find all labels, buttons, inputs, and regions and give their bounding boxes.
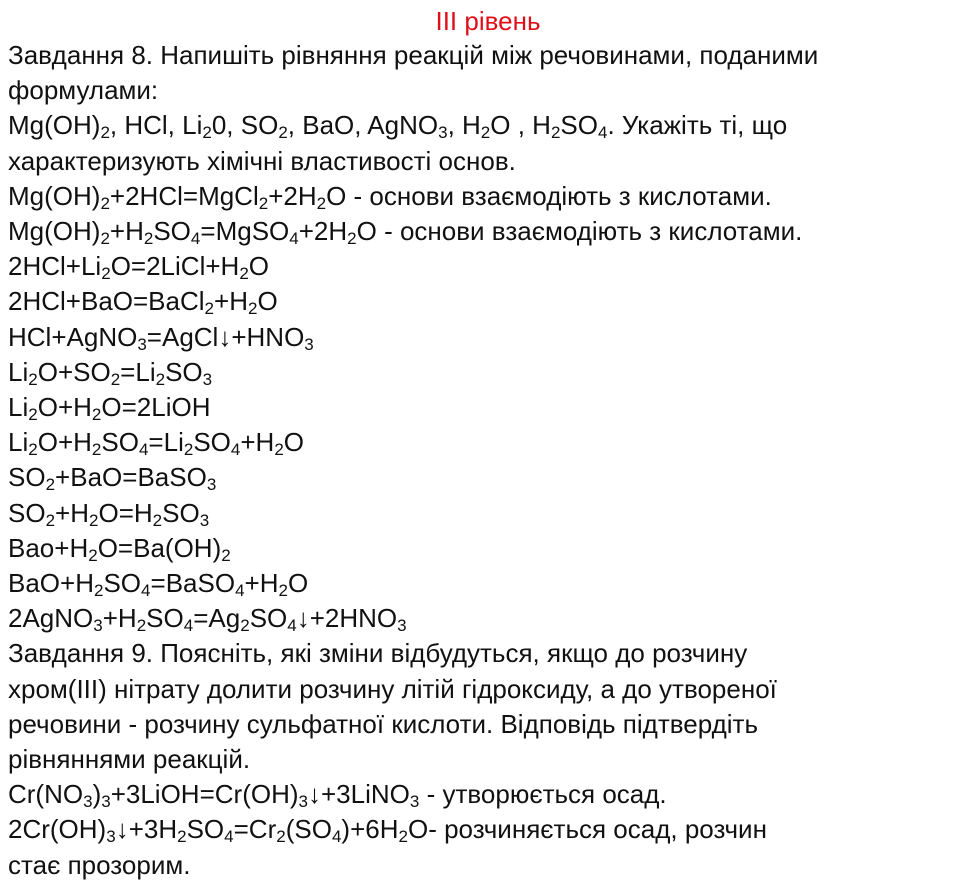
text-line: $BaO+H_2SO_4=BaSO_4+H_2O$ bbox=[8, 568, 309, 601]
text-line: $Cr(NO_3)_3+3LiOH=Cr(OH)_3↓+3LiNO_3$ - утворюється осад. bbox=[8, 779, 667, 812]
text-line: $Li_2O+H_2O=2LiOH$ bbox=[8, 392, 211, 425]
text-line: речовини - розчину сульфатної кислоти. Відповідь підтвердіть bbox=[8, 708, 758, 739]
text-line: $2AgNO_3+H_2SO_4=Ag_2SO_4↓+2HNO_3$ bbox=[8, 603, 407, 636]
text-line: $SO_2+H_2O=H_2SO_3$ bbox=[8, 497, 210, 530]
text-line: $Li_2O+SO_2=Li_2SO_3$ bbox=[8, 356, 213, 389]
text-line: $HCl+AgNO_3=AgCl↓+HNO_3$ bbox=[8, 321, 314, 354]
level-heading: III рівень bbox=[435, 6, 541, 36]
text-line: характеризують хімічні властивості основ. bbox=[8, 145, 516, 176]
text-line: $Bao+H_2O=Ba(OH)_2$ bbox=[8, 532, 231, 565]
text-line: $Mg(OH)_2+2HCl=MgCl_2+2H_2O$ - основи взаємодіють з кислотами. bbox=[8, 180, 772, 213]
text-line: формулами: bbox=[8, 75, 159, 106]
text-line: $2HCl+Li_2O=2LiCl+H_2O$ bbox=[8, 251, 270, 284]
text-line: $Li_2O+H_2SO_4=Li_2SO_4+H_2O$ bbox=[8, 427, 305, 460]
text-line: рівняннями реакцій. bbox=[8, 744, 251, 775]
document-body bbox=[8, 38, 976, 883]
text-line: $Mg(OH)_2$, HCl, $Li_20$, $SO_2$, BaO, AgNO$_3$, $H_2O$ , $H_2SO_4$. Укажіть ті, що bbox=[8, 110, 788, 143]
text-line: $SO_2+BaO=BaSO_3$ bbox=[8, 462, 217, 495]
text-line: Завдання 9. Поясніть, які зміни відбудуться, якщо до розчину bbox=[8, 638, 748, 669]
text-line: $2Cr(OH)_3↓+3H_2SO_4=Cr_2(SO_4)+6H_2O-$ розчиняється осад, розчин bbox=[8, 814, 767, 847]
text-line: стає прозорим. bbox=[8, 849, 191, 880]
text-line: $2HCl+BaO=BaCl_2+H_2O$ bbox=[8, 286, 278, 319]
text-line: хром(III) нітрату долити розчину літій гідроксиду, а до утвореної bbox=[8, 673, 777, 704]
text-line: $Mg(OH)_2+H_2SO_4=MgSO_4+2H_2O$ - основи взаємодіють з кислотами. bbox=[8, 216, 803, 249]
text-line: Завдання 8. Напишіть рівняння реакцій між речовинами, поданими bbox=[8, 40, 819, 70]
